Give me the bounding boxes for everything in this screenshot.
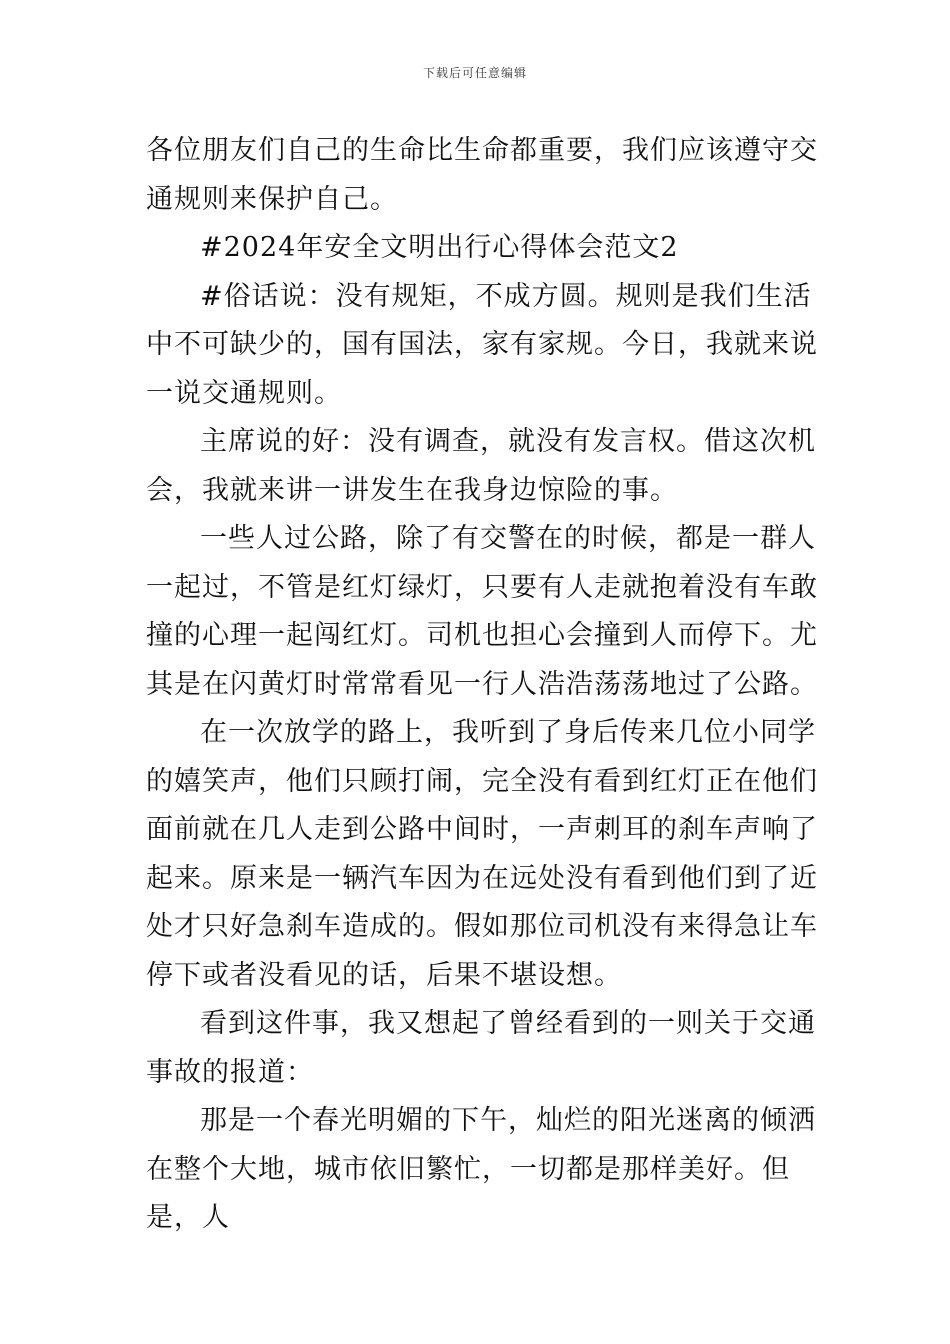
paragraph: 在一次放学的路上，我听到了身后传来几位小同学的嬉笑声，他们只顾打闹，完全没有看到红灯正在他们面前就在几人走到公路中间时，一声刺耳的刹车声响了起来。原来是一辆汽车因为在远处没有看到他们到了近处才只好急刹车造成的。假如那位司机没有来得急让车停下或者没看见的话，后果不堪设想。 <box>146 717 818 991</box>
paragraph: 一些人过公路，除了有交警在的时候，都是一群人一起过，不管是红灯绿灯，只要有人走就抱着没有车敢撞的心理一起闯红灯。司机也担心会撞到人而停下。尤其是在闪黄灯时常常看见一行人浩浩荡荡地过了公路。 <box>146 523 818 700</box>
paragraph: 那是一个春光明媚的下午，灿烂的阳光迷离的倾洒在整个大地，城市依旧繁忙，一切都是那样美好。但是，人 <box>146 1105 816 1233</box>
paragraph: 各位朋友们自己的生命比生命都重要，我们应该遵守交通规则来保护自己。 <box>146 135 818 215</box>
paragraph: 主席说的好：没有调查，就没有发言权。借这次机会，我就来讲一讲发生在我身边惊险的事。 <box>146 426 816 506</box>
page-header: 下载后可任意编辑 <box>422 66 527 80</box>
paragraph: #俗话说：没有规矩，不成方圆。规则是我们生活中不可缺少的，国有国法，家有家规。今日，我就来说一说交通规则。 <box>146 280 818 409</box>
document-body <box>146 127 818 1243</box>
section-heading: #2024年安全文明出行心得体会范文2 <box>200 232 679 263</box>
paragraph: 看到这件事，我又想起了曾经看到的一则关于交通事故的报道： <box>146 1008 816 1088</box>
